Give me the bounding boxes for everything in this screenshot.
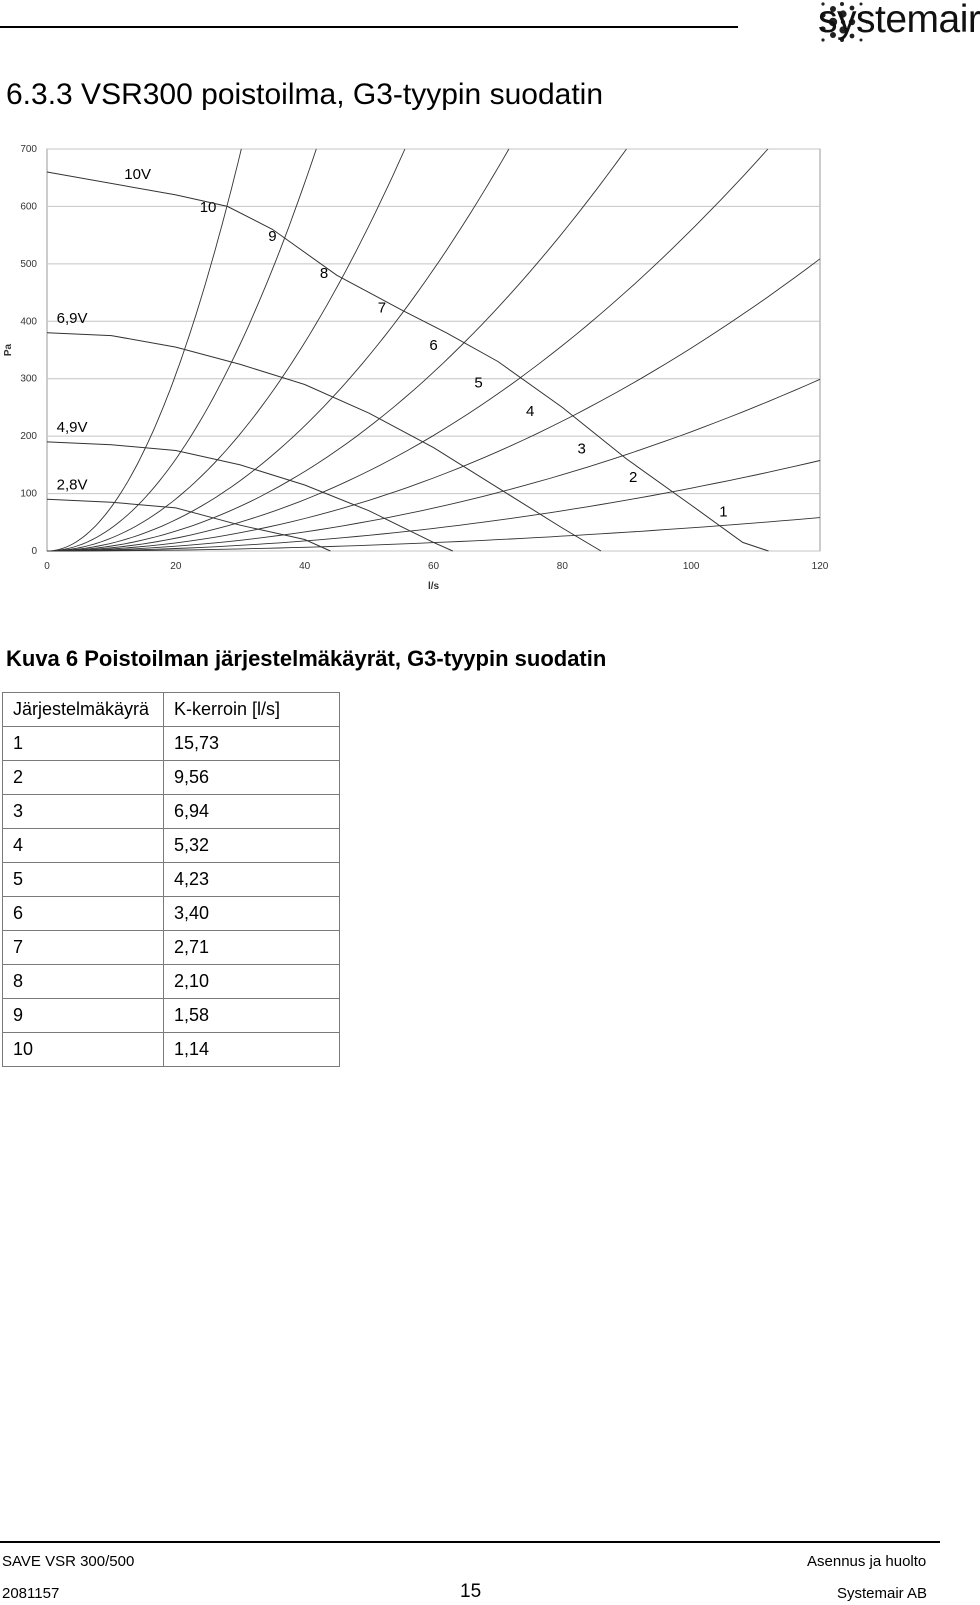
x-tick-label: 20: [170, 561, 182, 572]
table-cell: 1,58: [164, 999, 340, 1033]
k-factor-table: [2, 692, 340, 1067]
table-cell: 15,73: [164, 727, 340, 761]
footer-chapter: Asennus ja huolto: [807, 1553, 927, 1570]
system-curve-label: 9: [268, 227, 277, 245]
system-curve-label: 10: [199, 199, 217, 217]
system-curve-label: 7: [377, 299, 387, 317]
table-cell: 2,71: [164, 931, 340, 965]
x-tick-label: 60: [427, 561, 440, 572]
table-cell: 2: [3, 761, 164, 795]
table-row: [3, 1033, 340, 1067]
table-cell: 8: [3, 965, 164, 999]
x-tick-label: 120: [811, 561, 829, 572]
system-curve-7: [47, 149, 509, 551]
system-curve-2: [47, 461, 820, 552]
table-cell: 3,40: [164, 897, 340, 931]
x-tick-label: 80: [556, 561, 568, 572]
table-cell: 5: [3, 863, 164, 897]
y-tick-label: 300: [20, 373, 37, 385]
fan-curve-label: 2,8V: [56, 476, 88, 494]
table-row: [3, 761, 340, 795]
system-curve-5: [47, 149, 768, 551]
table-cell: 4: [3, 829, 164, 863]
table-row: [3, 897, 340, 931]
table-header-cell: K-kerroin [l/s]: [164, 693, 340, 727]
table-cell: 1: [3, 727, 164, 761]
y-tick-label: 400: [20, 316, 37, 328]
y-tick-label: 100: [20, 488, 37, 500]
fan-curve-label: 10V: [124, 165, 152, 183]
table-cell: 6: [3, 897, 164, 931]
system-curve-label: 4: [525, 403, 535, 421]
y-tick-label: 0: [31, 546, 37, 557]
header-rule: [0, 26, 738, 28]
table-row: [3, 829, 340, 863]
system-curve-label: 6: [429, 337, 438, 354]
fan-curve-label: 4,9V: [56, 418, 88, 436]
table-cell: 1,14: [164, 1033, 340, 1067]
system-curve-label: 5: [474, 374, 483, 392]
y-tick-label: 200: [20, 431, 37, 443]
y-tick-label: 600: [20, 201, 37, 213]
table-cell: 4,23: [164, 863, 340, 897]
table-row: [3, 965, 340, 999]
table-row: [3, 795, 340, 829]
system-curve-label: 8: [319, 265, 329, 283]
fan-curve-label: 6,9V: [56, 309, 88, 327]
y-axis-label: Pa: [3, 343, 14, 357]
system-curve-label: 3: [577, 440, 586, 458]
figure-caption: [6, 646, 606, 672]
table-cell: 10: [3, 1033, 164, 1067]
x-axis-label: l/s: [427, 581, 440, 592]
table-cell: 3: [3, 795, 164, 829]
caption-text: Kuva 6 Poistoilman järjestelmäkäyrät, G3-tyypin suodatin: [6, 646, 607, 671]
table-row: [3, 999, 340, 1033]
footer-product: SAVE VSR 300/500: [2, 1553, 135, 1570]
table-cell: 2,10: [164, 965, 340, 999]
table-row: [3, 727, 340, 761]
footer-doc-number: 2081157: [2, 1585, 60, 1602]
y-tick-label: 500: [20, 258, 37, 270]
footer-page-number: 15: [460, 1581, 482, 1602]
fan-curve-6,9V: [47, 333, 601, 551]
brand-name: systemair: [818, 0, 980, 41]
chart: [0, 140, 830, 600]
table-cell: 6,94: [164, 795, 340, 829]
fan-curve-2,8V: [47, 499, 330, 551]
system-curve-label: 1: [719, 503, 728, 521]
table-row: [3, 863, 340, 897]
section-title: 6.3.3 VSR300 poistoilma, G3-tyypin suodatin: [6, 78, 603, 111]
table-cell: 9: [3, 999, 164, 1033]
fan-curve-4,9V: [47, 442, 453, 551]
system-curve-6: [47, 149, 627, 551]
table-header-row: [3, 693, 340, 727]
table-row: [3, 931, 340, 965]
table-header-cell: Järjestelmäkäyrä: [3, 693, 164, 727]
x-tick-label: 0: [44, 561, 50, 572]
x-tick-label: 40: [299, 561, 311, 572]
system-curve-label: 2: [629, 469, 638, 487]
table-cell: 7: [3, 931, 164, 965]
footer-company: Systemair AB: [837, 1585, 928, 1602]
y-tick-label: 700: [20, 144, 37, 155]
x-tick-label: 100: [682, 561, 700, 572]
table-cell: 5,32: [164, 829, 340, 863]
table-cell: 9,56: [164, 761, 340, 795]
footer-rule: [0, 1541, 940, 1543]
system-curve-1: [47, 518, 820, 551]
